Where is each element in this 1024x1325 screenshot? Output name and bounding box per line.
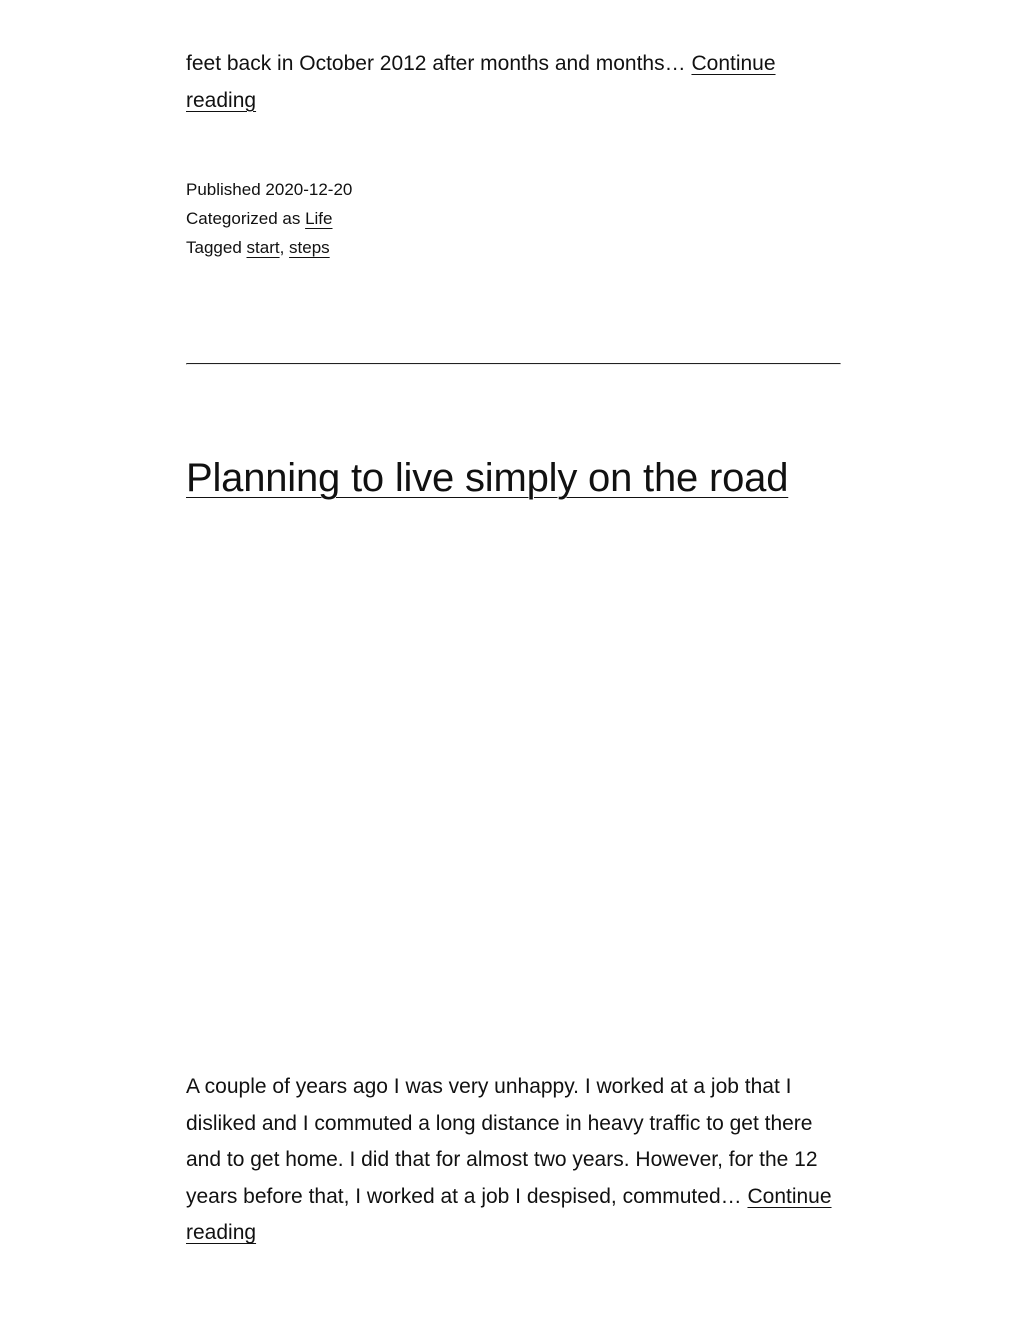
post-2-title-link[interactable]: Planning to live simply on the road bbox=[186, 456, 789, 500]
tag-separator: , bbox=[279, 238, 285, 257]
post-1-continue-reading-link[interactable]: Continue reading bbox=[186, 52, 776, 112]
category-prefix: Categorized as bbox=[186, 209, 301, 228]
tags-line bbox=[186, 233, 839, 262]
post-2-title bbox=[186, 452, 839, 504]
category-link-life[interactable]: Life bbox=[305, 209, 333, 228]
post-2-excerpt bbox=[186, 1069, 839, 1252]
published-line bbox=[186, 175, 839, 204]
post-2-featured-image[interactable] bbox=[186, 540, 839, 1040]
category-line bbox=[186, 204, 839, 233]
published-date: 2020-12-20 bbox=[265, 180, 353, 199]
published-label: Published bbox=[186, 180, 261, 199]
post-2-excerpt-text: A couple of years ago I was very unhappy. I worked at a job that I disliked and I commuted a long distance in heavy traffic to get there and to get home. I did that for almost two years. However, for the 12 years before that, I worked at a job I despised, commuted… bbox=[186, 1075, 818, 1208]
tag-link-steps[interactable]: steps bbox=[289, 238, 330, 257]
tag-link-start[interactable]: start bbox=[246, 238, 280, 257]
post-1-excerpt-text: feet back in October 2012 after months and months… bbox=[186, 52, 686, 75]
post-1-meta bbox=[186, 175, 839, 262]
post-2-continue-reading-link[interactable]: Continue reading bbox=[186, 1184, 832, 1244]
post-separator bbox=[186, 363, 841, 365]
post-1-excerpt bbox=[186, 46, 839, 119]
tagged-prefix: Tagged bbox=[186, 238, 242, 257]
